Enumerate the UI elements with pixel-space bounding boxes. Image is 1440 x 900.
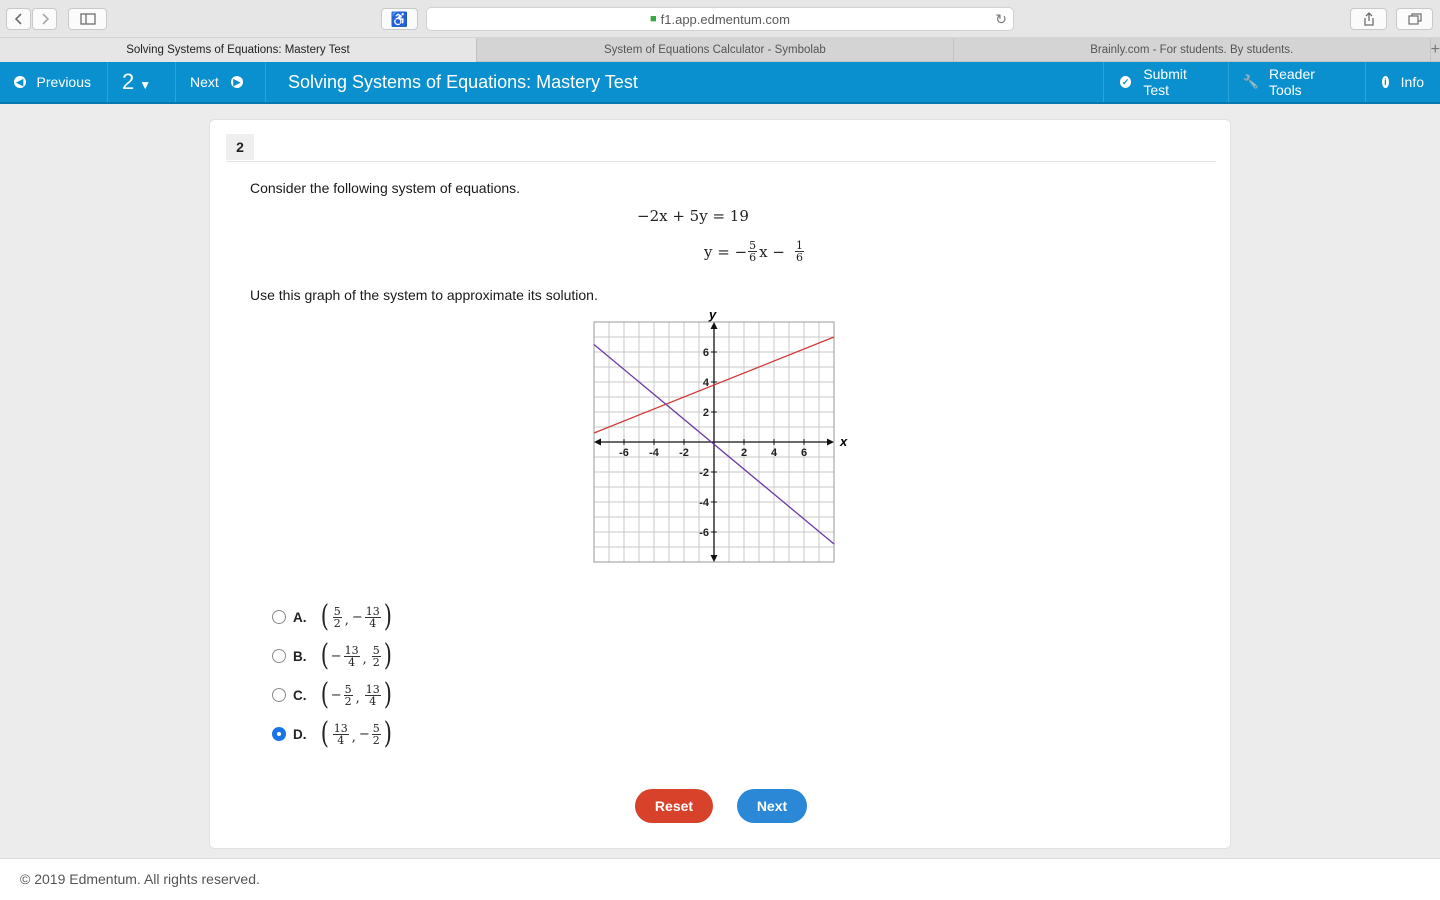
choice-c-frac-2 — [365, 684, 381, 707]
frac-den: 4 — [348, 655, 356, 669]
x-tick-label: 4 — [770, 447, 778, 459]
choice-d-frac-2 — [372, 723, 381, 746]
frac-den: 4 — [337, 733, 345, 747]
share-icon — [1363, 12, 1375, 26]
forward-button[interactable] — [32, 8, 57, 30]
submit-label: Submit Test — [1143, 66, 1187, 98]
check-circle-icon: ✓ — [1121, 76, 1130, 87]
question-instruction: Use this graph of the system to approximate its solution. — [250, 287, 598, 303]
info-icon: i — [1382, 76, 1389, 88]
radio-b[interactable] — [272, 649, 286, 663]
choice-d-sign-2: − — [358, 726, 370, 742]
choice-d[interactable] — [272, 717, 393, 751]
eq2-fraction-2 — [795, 240, 804, 263]
tab-mastery-test[interactable]: Solving Systems of Equations: Mastery Test — [0, 38, 477, 62]
comma: , — [355, 690, 360, 706]
y-tick-label: -6 — [699, 527, 709, 539]
reset-button[interactable]: Reset — [635, 789, 713, 823]
comma: , — [344, 612, 349, 628]
lock-icon: ■ — [649, 13, 657, 25]
new-tab-button[interactable]: + — [1430, 40, 1440, 58]
left-paren: ( — [320, 677, 329, 712]
choice-d-letter: D. — [293, 726, 307, 742]
reader-tools-button[interactable] — [1229, 62, 1366, 102]
arrow-left-circle-icon: ◀ — [14, 76, 26, 88]
y-axis-arrow-down — [711, 555, 718, 562]
left-paren: ( — [320, 638, 329, 673]
info-button[interactable] — [1366, 62, 1440, 102]
eq2-prefix: y = − — [704, 242, 748, 261]
choice-b-frac-1 — [344, 645, 360, 668]
right-paren: ) — [383, 716, 392, 751]
x-axis-label: x — [840, 434, 848, 449]
choice-a-letter: A. — [293, 609, 307, 625]
reader-mode-button[interactable] — [381, 8, 418, 30]
chevron-right-icon — [41, 13, 49, 25]
left-paren: ( — [320, 599, 329, 634]
choice-a-value — [319, 599, 393, 634]
next-button[interactable]: Next — [737, 789, 807, 823]
tab-brainly[interactable]: Brainly.com - For students. By students. — [954, 38, 1431, 62]
x-axis-arrow-left — [594, 439, 601, 446]
eq2-mid: x − — [759, 242, 785, 261]
choice-c-sign-1: − — [330, 687, 342, 703]
frac-den: 2 — [372, 655, 380, 669]
tabs-overview-button[interactable] — [1396, 8, 1433, 30]
left-paren: ( — [320, 716, 329, 751]
system-graph — [584, 312, 854, 582]
wrench-icon: 🔧 — [1242, 74, 1260, 89]
x-axis-arrow-right — [827, 439, 834, 446]
x-tick-label: -4 — [649, 447, 659, 459]
previous-button[interactable] — [0, 62, 108, 102]
radio-c[interactable] — [272, 688, 286, 702]
choice-c-frac-1 — [344, 684, 353, 707]
reload-icon[interactable]: ↻ — [995, 11, 1007, 27]
reader-tools-label: Reader Tools — [1269, 66, 1315, 98]
frac-num: 5 — [372, 643, 380, 657]
y-tick-label: 4 — [702, 377, 709, 389]
radio-a[interactable] — [272, 610, 286, 624]
question-selector[interactable] — [108, 62, 176, 102]
accessibility-icon: ♿ — [390, 10, 409, 27]
choice-a[interactable] — [272, 600, 393, 634]
copyright-text: © 2019 Edmentum. All rights reserved. — [20, 871, 260, 887]
choice-b-frac-2 — [372, 645, 381, 668]
eq2-frac1-den: 6 — [749, 251, 757, 264]
choice-b[interactable] — [272, 639, 393, 673]
sidebar-toggle-button[interactable] — [68, 8, 107, 30]
y-tick-label: 6 — [702, 347, 709, 359]
choice-a-frac-2 — [365, 606, 381, 629]
frac-num: 5 — [333, 604, 341, 618]
browser-toolbar — [0, 0, 1440, 38]
choice-a-frac-1 — [333, 606, 342, 629]
question-number-badge: 2 — [226, 134, 254, 160]
choice-d-frac-1 — [333, 723, 349, 746]
comma: , — [362, 651, 367, 667]
x-tick-label: 6 — [800, 447, 808, 459]
info-label: Info — [1400, 74, 1424, 90]
url-text: f1.app.edmentum.com — [660, 11, 790, 27]
x-tick-label: -2 — [679, 447, 689, 459]
tab-bar — [0, 38, 1440, 62]
y-tick-label: -4 — [699, 497, 709, 509]
x-tick-label: -6 — [619, 447, 629, 459]
frac-num: 5 — [372, 721, 380, 735]
page-title: Solving Systems of Equations: Mastery Test — [288, 71, 638, 92]
right-paren: ) — [383, 677, 392, 712]
frac-den: 4 — [369, 616, 377, 630]
question-intro: Consider the following system of equations. — [250, 180, 521, 196]
y-axis-label: y — [709, 312, 717, 322]
choice-c-letter: C. — [293, 687, 307, 703]
app-header — [0, 62, 1440, 104]
equation-1: −2x + 5y = 19 — [637, 207, 749, 225]
submit-test-button[interactable] — [1103, 62, 1229, 102]
question-card — [209, 119, 1231, 849]
footer — [0, 858, 1440, 900]
address-bar[interactable] — [426, 7, 1014, 31]
eq2-frac2-num: 1 — [795, 239, 803, 252]
choice-c-value — [319, 677, 393, 712]
right-paren: ) — [383, 638, 392, 673]
x-tick-label: 2 — [740, 447, 748, 459]
chevron-down-icon: ▼ — [139, 78, 152, 92]
choice-b-letter: B. — [293, 648, 307, 664]
frac-num: 13 — [365, 682, 380, 696]
choice-a-sign-2: − — [351, 609, 363, 625]
share-button[interactable] — [1350, 8, 1387, 30]
right-paren: ) — [383, 599, 392, 634]
tab-symbolab[interactable]: System of Equations Calculator - Symbolab — [477, 38, 954, 62]
eq2-frac1-num: 5 — [749, 239, 757, 252]
equation-2 — [704, 240, 805, 263]
frac-den: 2 — [372, 733, 380, 747]
eq2-fraction-1 — [748, 240, 757, 263]
choice-b-sign-1: − — [330, 648, 342, 664]
back-button[interactable] — [6, 8, 31, 30]
question-header — [226, 134, 1216, 162]
arrow-right-circle-icon: ▶ — [231, 76, 243, 88]
frac-den: 2 — [333, 616, 341, 630]
frac-num: 13 — [344, 643, 359, 657]
choice-b-value — [319, 638, 393, 673]
comma: , — [351, 729, 356, 745]
frac-den: 4 — [369, 694, 377, 708]
tabs-icon — [1408, 13, 1422, 25]
y-tick-label: 2 — [702, 407, 709, 419]
frac-den: 2 — [344, 694, 352, 708]
previous-label: Previous — [36, 74, 91, 90]
y-tick-label: -2 — [699, 467, 709, 479]
frac-num: 5 — [344, 682, 352, 696]
next-header-button[interactable] — [176, 62, 266, 102]
question-number: 2 — [122, 69, 135, 94]
frac-num: 13 — [333, 721, 348, 735]
radio-d[interactable] — [272, 727, 286, 741]
chevron-left-icon — [15, 13, 23, 25]
sidebar-icon — [80, 13, 96, 25]
choice-c[interactable] — [272, 678, 393, 712]
frac-num: 13 — [365, 604, 380, 618]
y-axis-arrow-up — [711, 322, 718, 329]
next-label: Next — [190, 74, 219, 90]
eq2-frac2-den: 6 — [795, 251, 803, 264]
choice-d-value — [319, 716, 393, 751]
